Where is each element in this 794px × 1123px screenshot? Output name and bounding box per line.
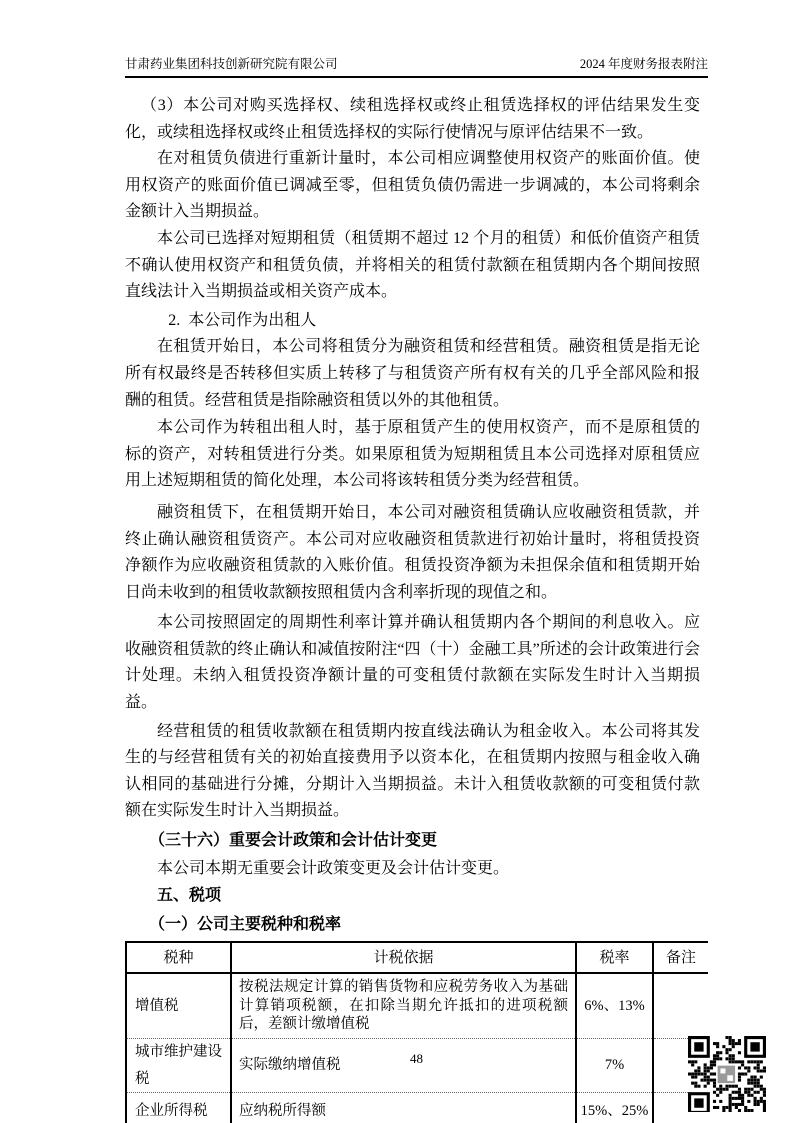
cell-tax-basis: 实际缴纳增值税 (231, 1038, 576, 1092)
cell-note (653, 973, 708, 1038)
paragraph-no-policy-changes: 本公司本期无重要会计政策变更及会计估计变更。 (157, 859, 510, 877)
table-row-vat (126, 973, 708, 1038)
cell-tax-rate: 6%、13% (576, 973, 653, 1038)
column-header-tax-type: 税种 (126, 942, 231, 973)
qr-code (688, 1036, 766, 1112)
heading-section-taxes: 五、税项 (157, 887, 222, 905)
document-body (125, 93, 700, 1123)
header-company-name: 甘肃药业集团科技创新研究院有限公司 (125, 57, 338, 71)
column-header-tax-basis: 计税依据 (231, 942, 576, 973)
cell-tax-type: 企业所得税 (126, 1093, 231, 1123)
table-header-row (126, 942, 708, 973)
table-row-corporate-income-tax (126, 1093, 708, 1123)
tax-rate-table (125, 941, 708, 1123)
page-number: 48 (410, 1051, 423, 1066)
heading-main-taxes-and-rates: （一）公司主要税种和税率 (149, 915, 342, 933)
cell-tax-rate: 15%、25% (576, 1093, 653, 1123)
paragraph-lease-option-reassessment: （3）本公司对购买选择权、续租选择权或终止租赁选择权的评估结果发生变化，或续租选择权或终止租赁选择权的实际行使情况与原评估结果不一致。 (125, 97, 700, 141)
paragraph-finance-lease-recognition: 融资租赁下，在租赁期开始日，本公司对融资租赁确认应收融资租赁款，并终止确认融资租赁资产。本公司对应收融资租赁款进行初始计量时，将租赁投资净额作为应收融资租赁款的入账价值。租赁投资净额为未担保余值和租赁期开始日尚未收到的租赁收款额按照租赁内含利率折现的现值之和。 (125, 503, 700, 601)
column-header-note: 备注 (653, 942, 708, 973)
cell-tax-basis: 按税法规定计算的销售货物和应税劳务收入为基础计算销项税额，在扣除当期允许抵扣的进项税额后，差额计缴增值税 (231, 973, 576, 1038)
cell-tax-type: 城市维护建设税 (126, 1038, 231, 1092)
cell-tax-basis: 应纳税所得额 (231, 1093, 576, 1123)
heading-company-as-lessor: 2. 本公司作为出租人 (168, 311, 317, 329)
column-header-tax-rate: 税率 (576, 942, 653, 973)
paragraph-lease-classification: 在租赁开始日，本公司将租赁分为融资租赁和经营租赁。融资租赁是指无论所有权最终是否转移但实质上转移了与租赁资产所有权有关的几乎全部风险和报酬的租赁。经营租赁是指除融资租赁以外的其他租赁。 (125, 338, 700, 409)
cell-tax-type: 增值税 (126, 973, 231, 1038)
page-header (125, 56, 708, 78)
paragraph-sublease: 本公司作为转租出租人时，基于原租赁产生的使用权资产，而不是原租赁的标的资产，对转租赁进行分类。如果原租赁为短期租赁且本公司选择对原租赁应用上述短期租赁的简化处理，本公司将该转租赁分类为经营租赁。 (125, 419, 700, 490)
heading-accounting-policy-changes: （三十六）重要会计政策和会计估计变更 (149, 832, 438, 850)
paragraph-lease-liability-remeasure: 在对租赁负债进行重新计量时，本公司相应调整使用权资产的账面价值。使用权资产的账面价值已调减至零，但租赁负债仍需进一步调减的，本公司将剩余金额计入当期损益。 (125, 150, 700, 221)
paragraph-interest-income: 本公司按照固定的周期性利率计算并确认租赁期内各个期间的利息收入。应收融资租赁款的终止确认和减值按附注“四（十）金融工具”所述的会计政策进行会计处理。未纳入租赁投资净额计量的可变租赁付款额在实际发生时计入当期损益。 (125, 614, 700, 712)
header-report-title: 2024 年度财务报表附注 (579, 57, 708, 71)
paragraph-short-term-lease: 本公司已选择对短期租赁（租赁期不超过 12 个月的租赁）和低价值资产租赁不确认使用权资产和租赁负债，并将相关的租赁付款额在租赁期内各个期间按照直线法计入当期损益或相关资产成本。 (125, 229, 700, 301)
cell-tax-rate: 7% (576, 1038, 653, 1092)
paragraph-operating-lease-income: 经营租赁的租赁收款额在租赁期内按直线法确认为租金收入。本公司将其发生的与经营租赁有关的初始直接费用予以资本化，在租赁期内按照与租金收入确认相同的基础进行分摊，分期计入当期损益。未计入租赁收款额的可变租赁付款额在实际发生时计入当期损益。 (125, 722, 700, 820)
